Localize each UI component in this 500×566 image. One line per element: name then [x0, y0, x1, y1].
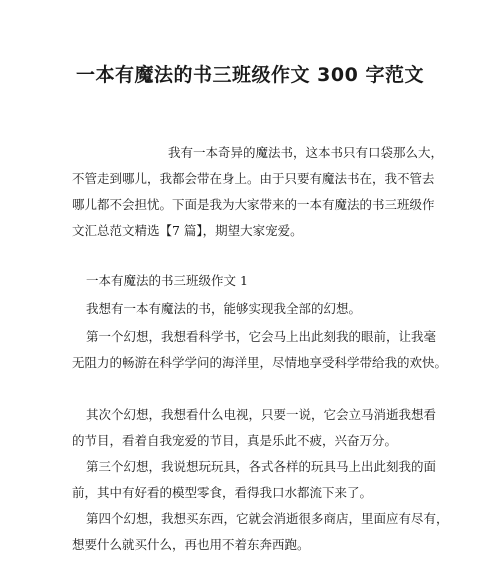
- paragraph-1-line-1: 我想有一本有魔法的书，能够实现我全部的幻想。: [86, 301, 362, 316]
- essay-heading: 一本有魔法的书三班级作文 1: [86, 273, 248, 288]
- paragraph-5-line-2: 想要什么就买什么，再也用不着东奔西跑。: [72, 537, 310, 552]
- paragraph-3-line-1: 其次个幻想，我想看什么电视，只要一说，它会立马消逝我想看: [86, 407, 437, 422]
- paragraph-2-line-1: 第一个幻想，我想看科学书，它会马上出此刻我的眼前，让我毫: [86, 329, 437, 344]
- paragraph-2-line-2: 无阻力的畅游在科学学问的海洋里，尽情地享受科学带给我的欢快。: [72, 355, 448, 370]
- paragraph-3-line-2: 的节目，看着自我宠爱的节目，真是乐此不疲，兴奋万分。: [72, 433, 398, 448]
- paragraph-4-line-2: 前，其中有好看的模型零食，看得我口水都流下来了。: [72, 485, 373, 500]
- intro-line-1: 我有一本奇异的魔法书，这本书只有口袋那么大，: [168, 145, 444, 160]
- intro-line-2: 不管走到哪儿，我都会带在身上。由于只要有魔法书在，我不管去: [72, 171, 435, 186]
- paragraph-4-line-1: 第三个幻想，我说想玩玩具，各式各样的玩具马上出此刻我的面: [86, 459, 437, 474]
- paragraph-5-line-1: 第四个幻想，我想买东西，它就会消逝很多商店，里面应有尽有，: [86, 511, 449, 526]
- document-title: 一本有魔法的书三班级作文 300 字范文: [76, 64, 424, 86]
- intro-line-3: 哪儿都不会担忧。下面是我为大家带来的一本有魔法的书三班级作: [72, 197, 435, 212]
- intro-line-4: 文汇总范文精选【7 篇】，期望大家宠爱。: [72, 223, 303, 238]
